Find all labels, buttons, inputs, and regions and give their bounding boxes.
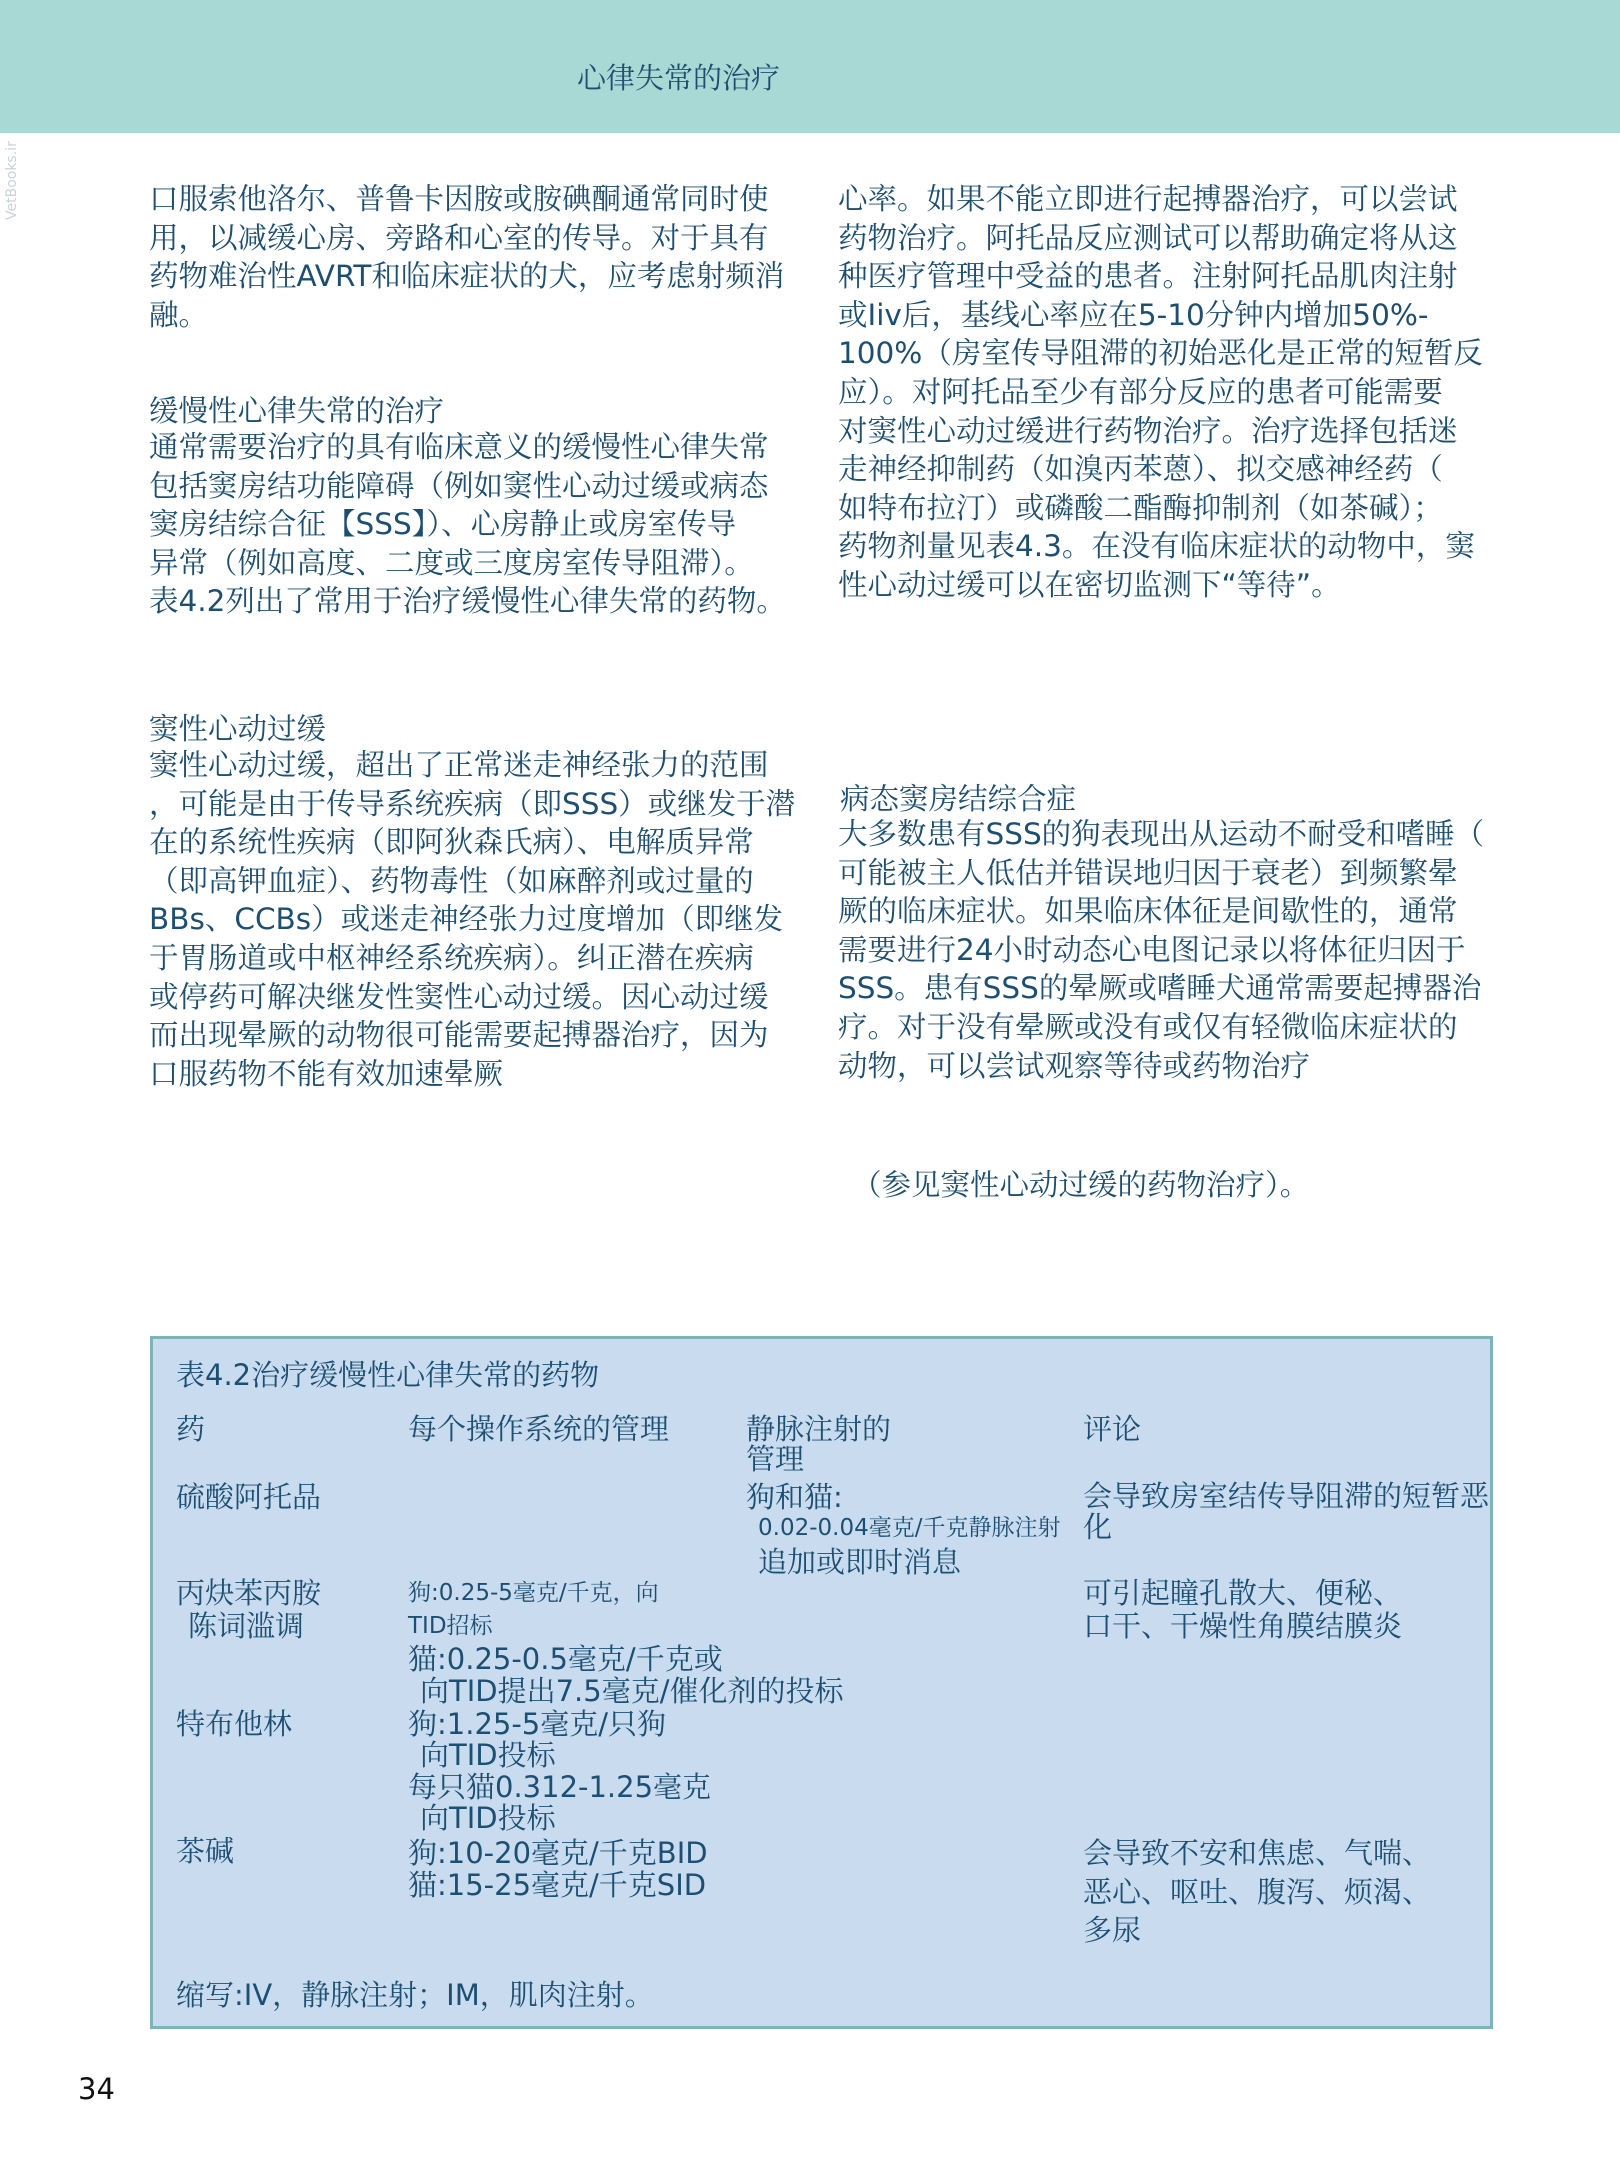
theophylline-po-2: 猫:15-25毫克/千克SID: [408, 1868, 707, 1902]
text-line: 窦房结综合征【SSS】）、心房静止或房室传导: [149, 507, 737, 542]
text-line: 窦性心动过缓，超出了正常迷走神经张力的范围: [149, 748, 769, 782]
right-top-paragraph: [838, 180, 1483, 605]
drug-name-theophylline: 茶碱: [176, 1834, 235, 1868]
text-line: 在的系统性疾病（即阿狄森氏病）、电解质异常: [149, 825, 754, 860]
text-line: 走神经抑制药（如溴丙苯蒽）、拟交感神经药（: [838, 452, 1443, 487]
atropine-comment-2: 化: [1083, 1510, 1113, 1544]
text-line: 动物，可以尝试观察等待或药物治疗: [838, 1048, 1311, 1083]
text-line: 药物治疗。阿托品反应测试可以帮助确定将从这: [838, 220, 1458, 255]
sick-sinus-syndrome-paragraph: [838, 815, 1484, 1085]
drug-name-terbutaline: 特布他林: [176, 1707, 293, 1741]
see-also-note: （参见窦性心动过缓的药物治疗）。: [852, 1168, 1310, 1202]
terbutaline-po-4: 向TID投标: [420, 1801, 556, 1835]
theophylline-po-1: 狗:10-20毫克/千克BID: [408, 1836, 708, 1870]
text-line: 于胃肠道或中枢神经系统疾病）。纠正潜在疾病: [149, 940, 754, 975]
text-line: 或Iiv后，基线心率应在5-10分钟内增加50%-: [838, 297, 1429, 332]
text-line: BBs、CCBs）或迷走神经张力过度增加（即继发: [149, 902, 784, 937]
drug-name-propantheline: 丙炔苯丙胺: [176, 1576, 322, 1610]
text-line: 口服药物不能有效加速晕厥: [149, 1056, 504, 1091]
table-header-iv-2: 管理: [746, 1442, 805, 1476]
table-footnote: 缩写:IV，静脉注射；IM，肌肉注射。: [176, 1978, 654, 2012]
propantheline-comment-2: 口干、干燥性角膜结膜炎: [1083, 1609, 1403, 1643]
bradyarrhythmia-paragraph: [149, 428, 786, 621]
text-line: 性心动过缓可以在密切监测下“等待”。: [838, 567, 1341, 602]
table-header-iv: 静脉注射的: [746, 1412, 892, 1446]
propantheline-po-2: TID招标: [408, 1613, 493, 1639]
text-line: 可能被主人低估并错误地归因于衰老）到频繁晕: [838, 855, 1458, 890]
propantheline-po-4: 向TID提出7.5毫克/催化剂的投标: [420, 1674, 844, 1708]
text-line: 需要进行24小时动态心电图记录以将体征归因于: [838, 932, 1466, 967]
text-line: 而出现晕厥的动物很可能需要起搏器治疗，因为: [149, 1018, 769, 1053]
theophylline-comment-2: 恶心、呕吐、腹泻、烦渴、: [1083, 1875, 1432, 1909]
text-line: 包括窦房结功能障碍（例如窦性心动过缓或病态: [149, 468, 769, 503]
text-line: 药物剂量见表4.3。在没有临床症状的动物中，窦: [838, 529, 1475, 564]
text-line: 药物难治性AVRT和临床症状的犬，应考虑射频消: [149, 259, 785, 294]
section-heading-sick-sinus-syndrome: 病态窦房结综合症: [840, 782, 1077, 816]
propantheline-po-3: 猫:0.25-0.5毫克/千克或: [408, 1642, 723, 1676]
text-line: 种医疗管理中受益的患者。注射阿托品肌肉注射: [838, 259, 1458, 294]
text-line: 异常（例如高度、二度或三度房室传导阻滞）。: [149, 545, 754, 580]
theophylline-comment-1: 会导致不安和焦虑、气喘、: [1083, 1836, 1432, 1870]
table-title: 表4.2治疗缓慢性心律失常的药物: [176, 1358, 600, 1392]
text-line: 厥的临床症状。如果临床体征是间歇性的，通常: [838, 894, 1458, 929]
table-4-2: [150, 1336, 1493, 2029]
atropine-iv-3: 追加或即时消息: [758, 1545, 962, 1579]
text-line: （即高钾血症）、药物毒性（如麻醉剂或过量的: [149, 863, 754, 898]
text-line: ，可能是由于传导系统疾病（即SSS）或继发于潜: [149, 786, 796, 821]
page-title: 心律失常的治疗: [577, 61, 781, 95]
section-heading-sinus-bradycardia: 窦性心动过缓: [149, 712, 327, 746]
text-line: 用，以减缓心房、旁路和心室的传导。对于具有: [149, 220, 769, 255]
table-header-po: 每个操作系统的管理: [408, 1412, 670, 1446]
sinus-bradycardia-paragraph: [149, 746, 795, 1093]
text-line: 如特布拉汀）或磷酸二酯酶抑制剂（如茶碱）；: [838, 490, 1443, 525]
table-header-comment: 评论: [1083, 1412, 1142, 1446]
terbutaline-po-3: 每只猫0.312-1.25毫克: [408, 1770, 712, 1804]
text-line: 对窦性心动过缓进行药物治疗。治疗选择包括迷: [838, 413, 1458, 448]
header-band: [0, 0, 1620, 133]
terbutaline-po-1: 狗:1.25-5毫克/只狗: [408, 1707, 667, 1741]
propantheline-po-1: 狗:0.25-5毫克/千克，向: [408, 1580, 659, 1606]
drug-name-atropine: 硫酸阿托品: [176, 1480, 322, 1514]
text-line: 表4.2列出了常用于治疗缓慢性心律失常的药物。: [149, 584, 786, 619]
text-line: 疗。对于没有晕厥或没有或仅有轻微临床症状的: [838, 1009, 1458, 1044]
drug-name-propantheline-2: 陈词滥调: [188, 1609, 305, 1643]
text-line: 融。: [149, 297, 209, 332]
watermark: VetBooks.ir: [4, 141, 20, 220]
table-header-drug: 药: [176, 1412, 206, 1446]
terbutaline-po-2: 向TID投标: [420, 1738, 556, 1772]
theophylline-comment-3: 多尿: [1083, 1913, 1142, 1947]
text-line: 100%（房室传导阻滞的初始恶化是正常的短暂反: [838, 336, 1483, 371]
text-line: 心率。如果不能立即进行起搏器治疗，可以尝试: [838, 182, 1458, 216]
page-number: 34: [78, 2072, 115, 2106]
propantheline-comment-1: 可引起瞳孔散大、便秘、: [1083, 1576, 1403, 1610]
atropine-iv-1: 狗和猫:: [746, 1480, 843, 1514]
atropine-comment-1: 会导致房室结传导阻滞的短暂恶: [1083, 1479, 1490, 1513]
text-line: 应）。对阿托品至少有部分反应的患者可能需要: [838, 374, 1443, 409]
text-line: 口服索他洛尔、普鲁卡因胺或胺碘酮通常同时使: [149, 182, 769, 216]
text-line: 大多数患有SSS的狗表现出从运动不耐受和嗜睡（: [838, 817, 1485, 851]
atropine-iv-2: 0.02-0.04毫克/千克静脉注射: [758, 1515, 1061, 1541]
section-heading-bradyarrhythmia: 缓慢性心律失常的治疗: [149, 394, 445, 428]
left-intro-paragraph: [149, 180, 784, 334]
text-line: 或停药可解决继发性窦性心动过缓。因心动过缓: [149, 979, 769, 1014]
text-line: SSS。患有SSS的晕厥或嗜睡犬通常需要起搏器治: [838, 971, 1482, 1006]
text-line: 通常需要治疗的具有临床意义的缓慢性心律失常: [149, 430, 769, 464]
